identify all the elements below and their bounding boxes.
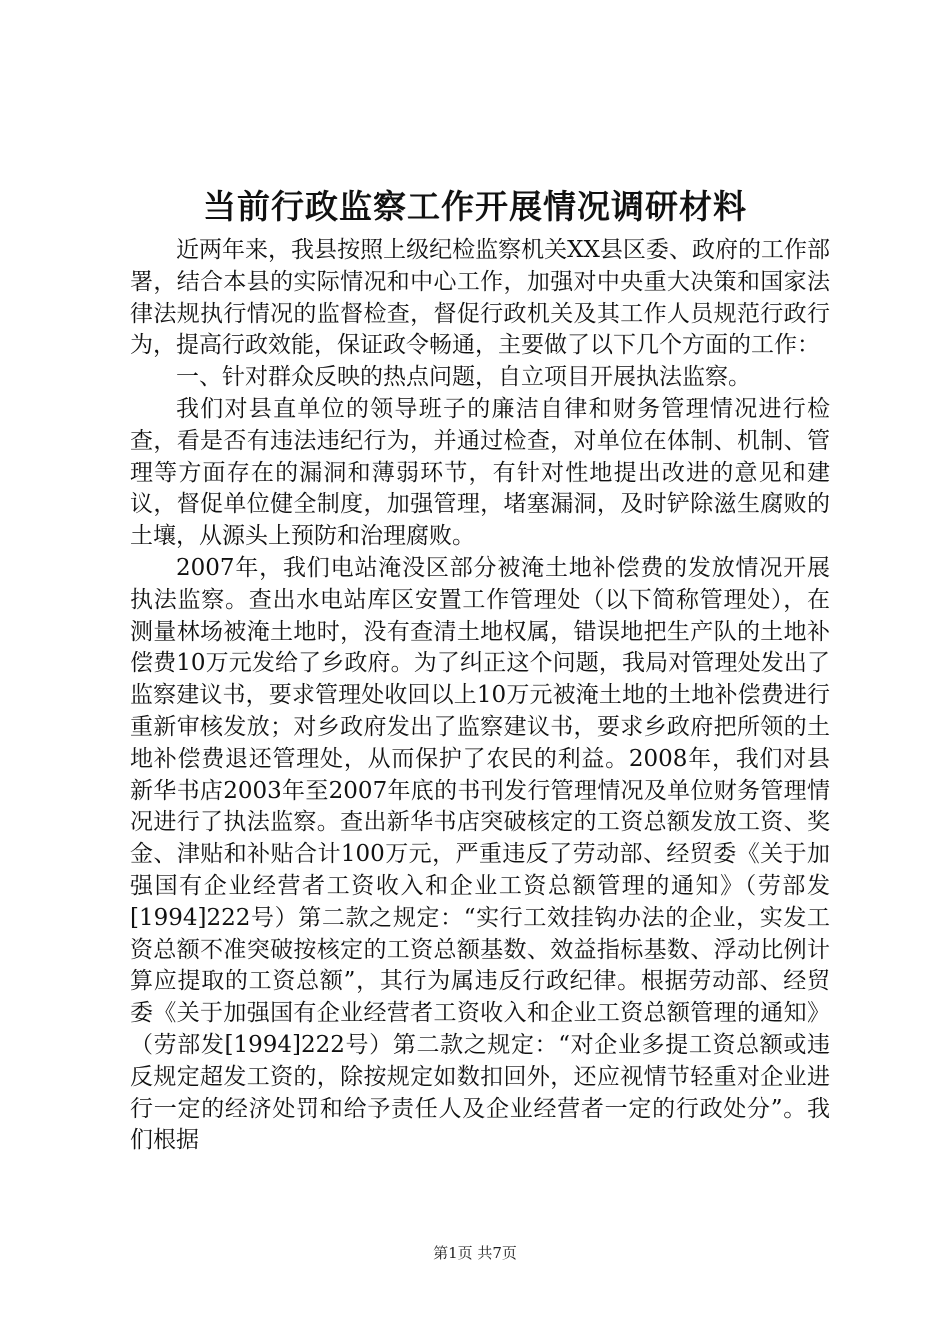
paragraph-intro: 近两年来，我县按照上级纪检监察机关XX县区委、政府的工作部署，结合本县的实际情况和中心工作，加强对中央重大决策和国家法律法规执行情况的监督检查，督促行政机关及其工作人员规范行政行为，提高行政效能，保证政令畅通，主要做了以下几个方面的工作：: [130, 237, 830, 359]
page-footer: 第1页 共7页: [433, 1244, 517, 1262]
paragraph-inspection: 我们对县直单位的领导班子的廉洁自律和财务管理情况进行检查，看是否有违法违纪行为，并通过检查，对单位在体制、机制、管理等方面存在的漏洞和薄弱环节，有针对性地提出改进的意见和建议，督促单位健全制度，加强管理，堵塞漏洞，及时铲除滋生腐败的土壤，从源头上预防和治理腐败。: [130, 395, 830, 550]
document-body: [130, 235, 830, 1157]
paragraph-case-details: 2007年，我们电站淹没区部分被淹土地补偿费的发放情况开展执法监察。查出水电站库区安置工作管理处（以下简称管理处），在测量林场被淹土地时，没有查清土地权属，错误地把生产队的土地补偿费10万元发给了乡政府。为了纠正这个问题，我局对管理处发出了监察建议书，要求管理处收回以上10万元被淹土地的土地补偿费进行重新审核发放；对乡政府发出了监察建议书，要求乡政府把所领的土地补偿费退还管理处，从而保护了农民的利益。2008年，我们对县新华书店2003年至2007年底的书刊发行管理情况及单位财务管理情况进行了执法监察。查出新华书店突破核定的工资总额发放工资、奖金、津贴和补贴合计100万元，严重违反了劳动部、经贸委《关于加强国有企业经营者工资收入和企业工资总额管理的通知》（劳部发[1994]222号）第二款之规定：“实行工效挂钩办法的企业，实发工资总额不准突破按核定的工资总额基数、效益指标基数、浮动比例计算应提取的工资总额”，其行为属违反行政纪律。根据劳动部、经贸委《关于加强国有企业经营者工资收入和企业工资总额管理的通知》（劳部发[1994]222号）第二款之规定：“对企业多提工资总额或违反规定超发工资的，除按规定如数扣回外，还应视情节轻重对企业进行一定的经济处罚和给予责任人及企业经营者一定的行政处分”。我们根据: [130, 554, 830, 1154]
document-title: 当前行政监察工作开展情况调研材料: [203, 187, 747, 226]
paragraph-section-heading: 一、针对群众反映的热点问题，自立项目开展执法监察。: [176, 364, 751, 391]
